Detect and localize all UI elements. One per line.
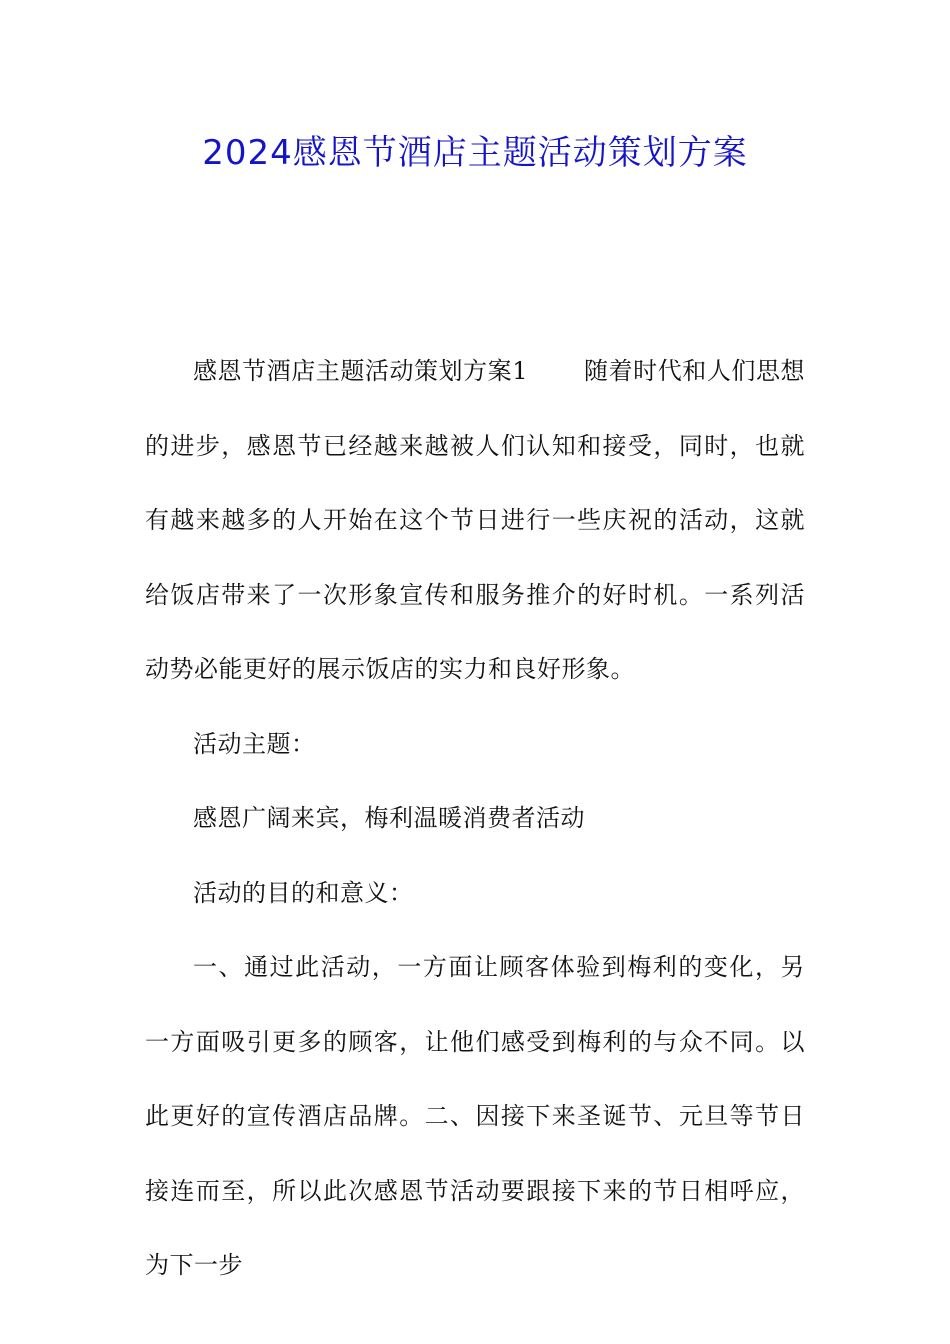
paragraph-theme-label: 活动主题：: [193, 729, 316, 758]
intro-text: 随着时代和人们思想的进步，感恩节已经越来越被人们认知和接受，同时，也就有越来越多的人开始在这个节日进行一些庆祝的活动，这就给饭店带来了一次形象宣传和服务推介的好时机。一系列活动势必能更好的展示饭店的实力和良好形象。: [145, 357, 805, 683]
document-title: 2024感恩节酒店主题活动策划方案: [202, 133, 748, 173]
paragraph-purpose: 一、通过此活动，一方面让顾客体验到梅利的变化，另一方面吸引更多的顾客，让他们感受到梅利的与众不同。以此更好的宣传酒店品牌。二、因接下来圣诞节、元旦等节日接连而至，所以此次感恩节活动要跟接下来的节日相呼应，为下一步: [145, 953, 805, 1279]
plan-heading: 感恩节酒店主题活动策划方案1: [193, 357, 528, 385]
paragraph-purpose-label: 活动的目的和意义：: [193, 878, 414, 907]
paragraph-theme: 感恩广阔来宾，梅利温暖消费者活动: [193, 804, 585, 832]
document-body: [145, 334, 805, 1303]
paragraph-intro: [145, 334, 805, 707]
